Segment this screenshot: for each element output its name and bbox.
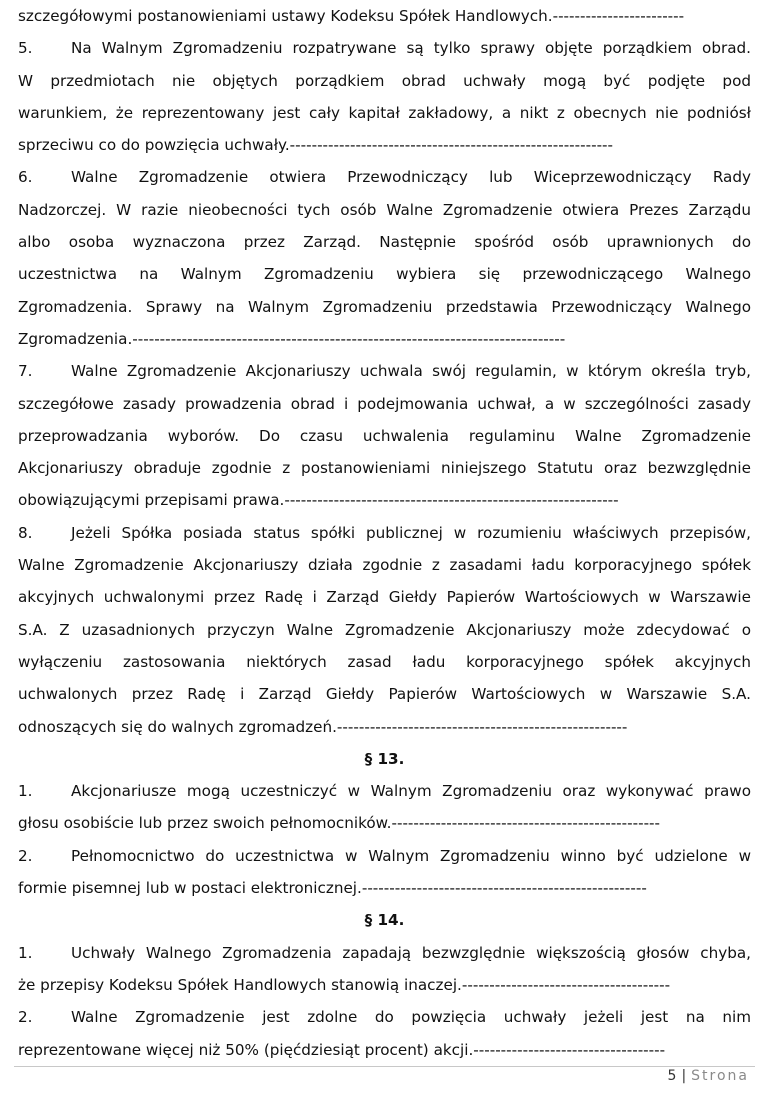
paragraph-number: 1. — [18, 782, 33, 801]
text-line — [18, 323, 751, 355]
text-line — [18, 291, 751, 323]
line-text: formie pisemnej lub w postaci elektronicznej.---------------------------------------------------- — [18, 879, 647, 898]
text-line — [18, 97, 751, 129]
line-text: S.A. Z uzasadnionych przyczyn Walne Zgromadzenie Akcjonariuszy może zdecydować o — [18, 620, 751, 639]
text-line — [18, 711, 751, 743]
line-text: szczegółowe zasady prowadzenia obrad i podejmowania uchwał, a w szczególności zasady — [18, 394, 751, 413]
line-text: głosu osobiście lub przez swoich pełnomocników.------------------------------------------------- — [18, 814, 661, 833]
line-text: uczestnictwa na Walnym Zgromadzeniu wybiera się przewodniczącego Walnego — [18, 265, 751, 284]
line-text: Zgromadzenia. Sprawy na Walnym Zgromadzeniu przedstawia Przewodniczący Walnego — [18, 297, 751, 316]
document-page — [18, 0, 751, 1066]
text-line — [18, 420, 751, 452]
line-text: albo osoba wyznaczona przez Zarząd. Następnie spośród osób uprawnionych do — [18, 233, 751, 252]
text-line — [18, 355, 751, 387]
footer-page-label: Strona — [691, 1068, 749, 1084]
paragraph-number: 2. — [18, 846, 33, 865]
line-text: Zgromadzenia.------------------------------------------------------------------------------- — [18, 329, 566, 348]
text-line — [18, 32, 751, 64]
footer-separator: | — [681, 1068, 687, 1084]
text-line — [18, 388, 751, 420]
text-line — [18, 840, 751, 872]
text-line — [18, 807, 751, 839]
text-line — [18, 129, 751, 161]
line-text: W przedmiotach nie objętych porządkiem obrad uchwały mogą być podjęte pod — [18, 71, 751, 90]
line-text: Walne Zgromadzenie jest zdolne do powzięcia uchwały jeżeli jest na nim — [71, 1008, 751, 1027]
text-line — [18, 0, 751, 32]
page-footer — [668, 1068, 749, 1084]
line-text: odnoszących się do walnych zgromadzeń.----------------------------------------------------- — [18, 717, 628, 736]
text-line — [18, 872, 751, 904]
text-line — [18, 65, 751, 97]
line-text: przeprowadzania wyborów. Do czasu uchwalenia regulaminu Walne Zgromadzenie — [18, 426, 751, 445]
text-line — [18, 937, 751, 969]
text-line — [18, 581, 751, 613]
line-text: szczegółowymi postanowieniami ustawy Kodeksu Spółek Handlowych.------------------------ — [18, 7, 685, 25]
text-line — [18, 517, 751, 549]
paragraph-number: 6. — [18, 168, 33, 187]
line-text: Na Walnym Zgromadzeniu rozpatrywane są tylko sprawy objęte porządkiem obrad. — [71, 39, 751, 58]
text-line — [18, 549, 751, 581]
line-text: że przepisy Kodeksu Spółek Handlowych stanowią inaczej.-------------------------------------- — [18, 975, 671, 994]
text-line — [18, 258, 751, 290]
paragraph-number: 2. — [18, 1008, 33, 1027]
line-text: Nadzorczej. W razie nieobecności tych osób Walne Zgromadzenie otwiera Prezes Zarządu — [18, 200, 751, 219]
text-line — [18, 452, 751, 484]
text-line — [18, 1001, 751, 1033]
line-text: warunkiem, że reprezentowany jest cały kapitał zakładowy, a nikt z obecnych nie podniósł — [18, 103, 751, 122]
footer-rule — [14, 1066, 755, 1067]
section-heading: § 13. — [364, 749, 405, 768]
text-line — [18, 614, 751, 646]
text-line — [18, 646, 751, 678]
line-text: Akcjonariuszy obraduje zgodnie z postanowieniami niniejszego Statutu oraz bezwzględnie — [18, 459, 751, 478]
paragraph-number: 8. — [18, 523, 33, 542]
line-text: obowiązującymi przepisami prawa.------------------------------------------------------------- — [18, 491, 619, 510]
paragraph-number: 1. — [18, 943, 33, 962]
section-heading: § 14. — [364, 911, 405, 930]
line-text: akcyjnych uchwalonymi przez Radę i Zarząd Giełdy Papierów Wartościowych w Warszawie — [18, 588, 751, 607]
text-line — [18, 484, 751, 516]
line-text: Jeżeli Spółka posiada status spółki publicznej w rozumieniu właściwych przepisów, — [71, 523, 751, 542]
line-text: Akcjonariusze mogą uczestniczyć w Walnym Zgromadzeniu oraz wykonywać prawo — [71, 782, 751, 801]
text-line — [18, 226, 751, 258]
text-line — [18, 1034, 751, 1066]
line-text: reprezentowane więcej niż 50% (pięćdziesiąt procent) akcji.----------------------------------- — [18, 1040, 666, 1059]
line-text: sprzeciwu co do powzięcia uchwały.----------------------------------------------------------- — [18, 136, 614, 155]
paragraph-number: 7. — [18, 362, 33, 381]
line-text: Walne Zgromadzenie otwiera Przewodniczący lub Wiceprzewodniczący Rady — [71, 168, 751, 187]
line-text: Uchwały Walnego Zgromadzenia zapadają bezwzględnie większością głosów chyba, — [71, 943, 751, 962]
text-line — [18, 161, 751, 193]
document-body — [18, 0, 751, 1066]
text-line — [18, 194, 751, 226]
line-text: uchwalonych przez Radę i Zarząd Giełdy Papierów Wartościowych w Warszawie S.A. — [18, 685, 751, 704]
text-line — [18, 775, 751, 807]
line-text: Pełnomocnictwo do uczestnictwa w Walnym Zgromadzeniu winno być udzielone w — [71, 846, 751, 865]
page-number: 5 — [667, 1068, 677, 1084]
paragraph-number: 5. — [18, 39, 33, 58]
text-line — [18, 969, 751, 1001]
line-text: Walne Zgromadzenie Akcjonariuszy działa zgodnie z zasadami ładu korporacyjnego spółek — [18, 556, 751, 575]
line-text: wyłączeniu zastosowania niektórych zasad ładu korporacyjnego spółek akcyjnych — [18, 652, 751, 671]
text-line — [18, 678, 751, 710]
line-text: Walne Zgromadzenie Akcjonariuszy uchwala swój regulamin, w którym określa tryb, — [71, 362, 751, 381]
